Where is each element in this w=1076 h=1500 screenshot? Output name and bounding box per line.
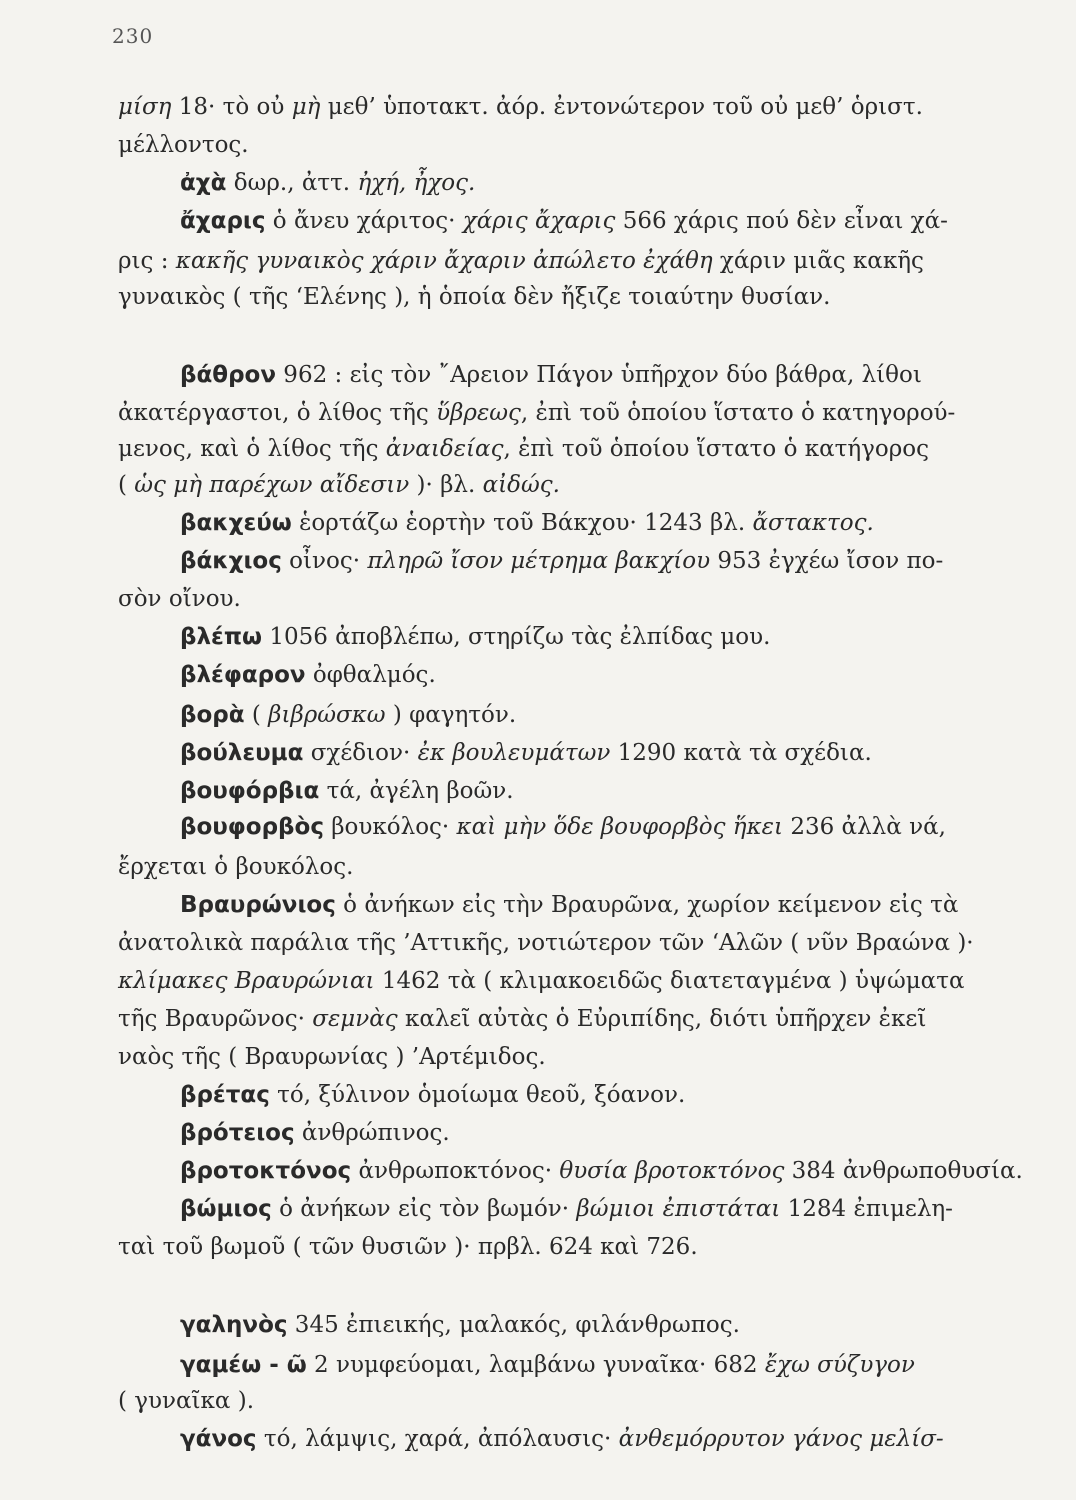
quotation: ἀναιδείας [385,436,504,462]
quotation: βώμιοι ἐπιστάται [576,1196,781,1222]
definition-text: βουκόλος· [323,814,457,840]
text-line [180,1080,685,1110]
definition-text: χάριν μιᾶς κακῆς [712,248,924,274]
definition-text: τό, ξύλινον ὁμοίωμα θεοῦ, ξόανον. [269,1082,686,1108]
quotation: ὕβρεως [436,400,521,426]
text-line [180,546,943,576]
definition-text: )· βλ. [409,472,483,498]
text-line [180,1118,450,1148]
headword: βάθρον [180,362,276,388]
text-line [118,398,955,428]
definition-text: ὁ ἀνήκων εἰς τὴν Βραυρῶνα, χωρίον κείμενον εἰς τὰ [335,892,959,918]
headword: βώμιος [180,1196,272,1222]
definition-text: τό, λάμψις, χαρά, ἀπόλαυσις· [256,1426,619,1452]
text-line [118,928,974,958]
definition-text: ρις : [118,248,176,274]
headword: βροτοκτόνος [180,1158,352,1184]
headword: βουφόρβια [180,778,320,804]
headword: γαληνὸς [180,1312,288,1338]
definition-text: , ἐπὶ τοῦ ὁποίου ἵστατο ὁ κατήγορος [503,436,929,462]
definition-text: 18· τὸ οὐ [171,94,292,120]
text-line [118,1004,926,1034]
headword: βλέφαρον [180,662,306,688]
quotation: αἰδώς. [482,472,560,498]
definition-text: 1284 ἐπιμελη- [780,1196,953,1222]
text-line [180,1424,944,1454]
definition-text: ταὶ τοῦ βωμοῦ ( τῶν θυσιῶν )· πρβλ. 624 καὶ 726. [118,1234,698,1260]
definition-text: ἑορτάζω ἑορτὴν τοῦ Βάκχου· 1243 βλ. [291,510,753,536]
text-line [118,1386,254,1416]
definition-text: σχέδιον· [303,740,418,766]
page-number: 230 [112,24,154,48]
quotation: ἠχή, ἦχος. [357,170,476,196]
text-line [118,584,241,614]
definition-text: σὸν οἴνου. [118,586,241,612]
definition-text: 384 ἀνθρωποθυσία. [784,1158,1023,1184]
text-line [118,434,929,464]
headword: βρότειος [180,1120,295,1146]
definition-text: , ἐπὶ τοῦ ὁποίου ἵστατο ὁ κατηγορού- [520,400,956,426]
text-line [118,966,964,996]
text-line [180,812,946,842]
text-line [118,1232,698,1262]
text-line [118,282,830,312]
definition-text: ἀνθρώπινος. [294,1120,450,1146]
definition-text: μεθ’ ὑποτακτ. ἀόρ. ἐντονώτερον τοῦ οὐ μεθ’ ὁριστ. [320,94,923,120]
definition-text: 953 ἐγχέω ἴσον πο- [710,548,944,574]
text-line [180,206,948,236]
text-line [118,130,249,160]
definition-text: 566 χάρις πού δὲν εἶναι χά- [615,208,948,234]
headword: γαμέω - ῶ [180,1352,307,1378]
quotation: μὴ [291,94,321,120]
text-line [180,1194,953,1224]
definition-text: 1056 ἀποβλέπω, στηρίζω τὰς ἐλπίδας μου. [262,624,771,650]
definition-text: ναὸς τῆς ( Βραυρωνίας ) ’Αρτέμιδος. [118,1044,546,1070]
quotation: χάρις ἄχαρις [462,208,616,234]
quotation: σεμνὰς [312,1006,398,1032]
text-line [118,92,923,122]
headword: βακχεύω [180,510,292,536]
headword: γάνος [180,1426,257,1452]
headword: βορὰ [180,702,245,728]
text-line [180,360,922,390]
quotation: πληρῶ ἴσον μέτρημα βακχίου [367,548,711,574]
quotation: βιβρώσκω [268,702,386,728]
headword: βλέπω [180,624,263,650]
definition-text: 1462 τὰ ( κλιμακοειδῶς διατεταγμένα ) ὑψώματα [374,968,965,994]
definition-text: ὁ ἄνευ χάριτος· [265,208,463,234]
text-line [180,738,872,768]
headword: βούλευμα [180,740,304,766]
definition-text: 2 νυμφεύομαι, λαμβάνω γυναῖκα· 682 [306,1352,765,1378]
text-line [180,890,958,920]
headword: βουφορβὸς [180,814,324,840]
quotation: ὡς μὴ παρέχων αἴδεσιν [134,472,410,498]
definition-text: ἀνθρωποκτόνος· [351,1158,560,1184]
definition-text: ἀκατέργαστοι, ὁ λίθος τῆς [118,400,437,426]
definition-text: οἶνος· [281,548,368,574]
definition-text: 1290 κατὰ τὰ σχέδια. [610,740,872,766]
definition-text: 962 : εἰς τὸν ῎Αρειον Πάγον ὑπῆρχον δύο βάθρα, λίθοι [276,362,922,388]
quotation: θυσία βροτοκτόνος [559,1158,785,1184]
text-line [180,1350,915,1380]
quotation: μίση [118,94,172,120]
text-line [180,776,514,806]
text-line [180,1310,740,1340]
text-line [180,660,436,690]
text-line [180,508,874,538]
text-line [118,852,353,882]
headword: Βραυρώνιος [180,892,336,918]
quotation: ἄστακτος. [752,510,874,536]
definition-text: ) φαγητόν. [385,702,517,728]
definition-text: τά, ἀγέλη βοῶν. [319,778,514,804]
text-line [118,1042,546,1072]
definition-text: 236 ἀλλὰ νά, [783,814,946,840]
quotation: ἐκ βουλευμάτων [417,740,611,766]
headword: βάκχιος [180,548,282,574]
definition-text: ( [244,702,269,728]
text-line [180,622,770,652]
definition-text: ( γυναῖκα ). [118,1388,255,1414]
headword: ἄχαρις [180,208,266,234]
text-line [180,1156,1023,1186]
headword: βρέτας [180,1082,270,1108]
definition-text: καλεῖ αὐτὰς ὁ Εὐριπίδης, διότι ὑπῆρχεν ἐκεῖ [397,1006,927,1032]
definition-text: ( [118,472,135,498]
definition-text: γυναικὸς ( τῆς ‘Ελένης ), ἡ ὁποία δὲν ἤξιζε τοιαύτην θυσίαν. [118,284,831,310]
quotation: καὶ μὴν ὅδε βουφορβὸς ἥκει [456,814,784,840]
quotation: ἔχω σύζυγον [764,1352,915,1378]
definition-text: δωρ., ἀττ. [226,170,358,196]
definition-text: μενος, καὶ ὁ λίθος τῆς [118,436,386,462]
definition-text: ὁ ἀνήκων εἰς τὸν βωμόν· [271,1196,577,1222]
text-line [118,470,560,500]
definition-text: ὀφθαλμός. [305,662,436,688]
quotation: κλίμακες Βραυρώνιαι [118,968,375,994]
definition-text: ἀνατολικὰ παράλια τῆς ’Αττικῆς, νοτιώτερον τῶν ‘Αλῶν ( νῦν Βραώνα )· [118,930,974,956]
definition-text: τῆς Βραυρῶνος· [118,1006,313,1032]
quotation: κακῆς γυναικὸς χάριν ἄχαριν ἀπώλετο ἐχάθη [175,248,713,274]
text-line [180,700,516,730]
definition-text: μέλλοντος. [118,132,249,158]
quotation: ἀνθεμόρρυτον γάνος μελίσ- [618,1426,944,1452]
headword: ἀχὰ [180,170,227,196]
text-line [180,168,475,198]
text-line [118,246,924,276]
definition-text: 345 ἐπιεικής, μαλακός, φιλάνθρωπος. [287,1312,740,1338]
definition-text: ἔρχεται ὁ βουκόλος. [118,854,354,880]
